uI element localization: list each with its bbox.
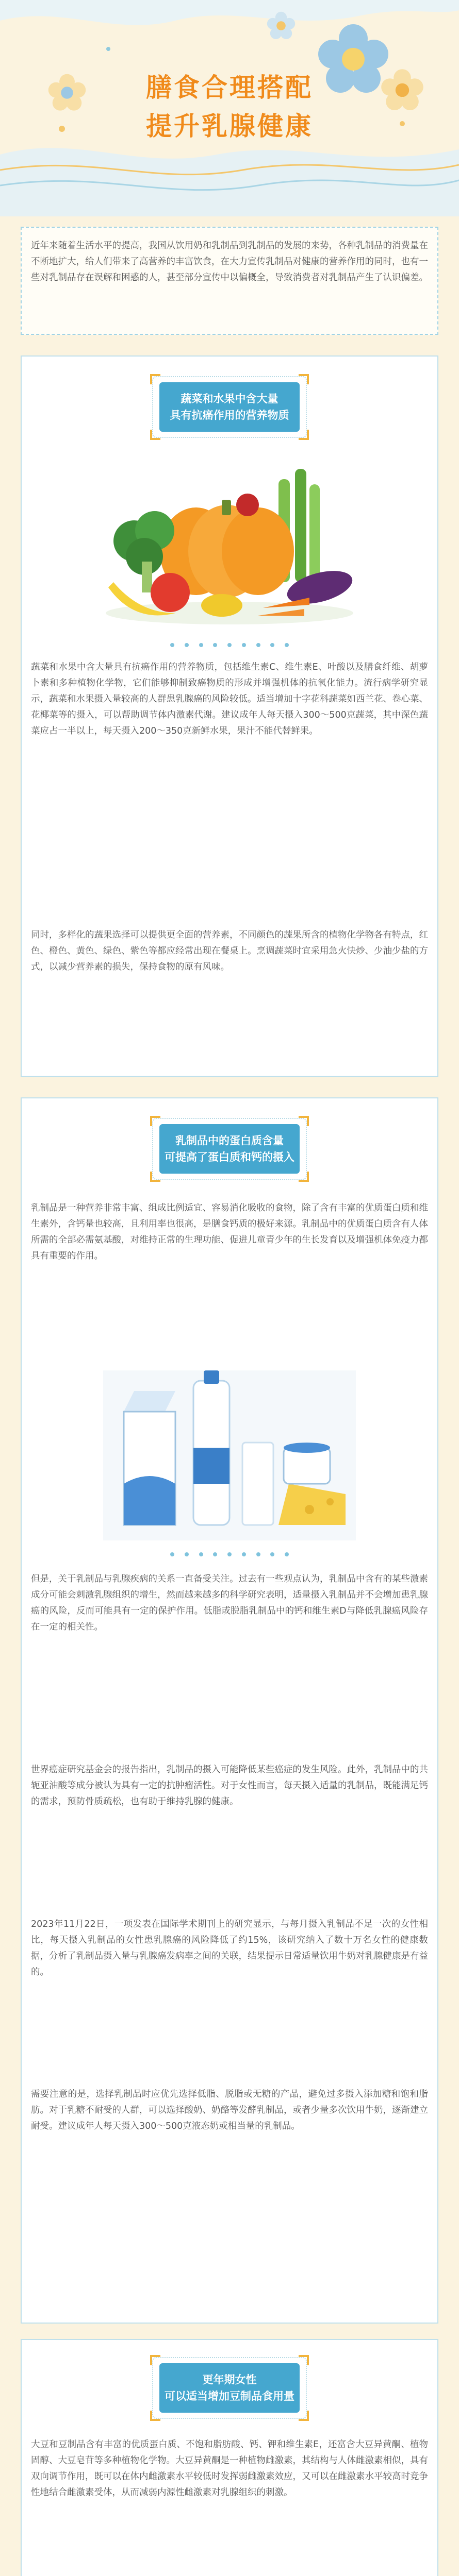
page-title: 膳食合理搭配 xyxy=(146,73,313,103)
section-heading-line1: 乳制品中的蛋白质含量 xyxy=(175,1134,284,1147)
dot-divider xyxy=(170,1551,289,1558)
section2-paragraph-2: 但是，关于乳制品与乳腺疾病的关系一直备受关注。过去有一些观点认为，乳制品中含有的某些激素成分可能会刺激乳腺组织的增生，然而越来越多的科学研究表明，适量摄入乳制品并不会增加患乳腺癌的风险，反而可能具有一定的保护作用。低脂或脱脂乳制品中的钙和维生素D与降低乳腺癌风险存在一定的相关性。 xyxy=(31,1574,428,1632)
section-heading-2 xyxy=(152,1118,307,1180)
section2-paragraph-5: 需要注意的是，选择乳制品时应优先选择低脂、脱脂或无糖的产品，避免过多摄入添加糖和饱和脂肪。对于乳糖不耐受的人群，可以选择酸奶、奶酪等发酵乳制品，或者少量多次饮用牛奶，逐渐建立耐受。建议成年人每天摄入300～500克液态奶或相当量的乳制品。 xyxy=(31,2089,428,2131)
section-heading-line2: 可提高了蛋白质和钙的摄入 xyxy=(165,1151,294,1163)
header-banner xyxy=(0,0,459,216)
page-subtitle: 提升乳腺健康 xyxy=(146,111,313,141)
section-heading-line2: 可以适当增加豆制品食用量 xyxy=(165,2390,294,2402)
section3-paragraph-1: 大豆和豆制品含有丰富的优质蛋白质、不饱和脂肪酸、钙、钾和维生素E，还富含大豆异黄酮、植物固醇、大豆皂苷等多种植物化学物。大豆异黄酮是一种植物雌激素，其结构与人体雌激素相似，具有双向调节作用，既可以在体内雌激素水平较低时发挥弱雌激素效应，又可以在雌激素水平较高时竞争性地结合雌激素受体，从而减弱内源性雌激素对乳腺组织的刺激。 xyxy=(31,2439,428,2498)
section-heading-line1: 蔬菜和水果中含大量 xyxy=(181,393,278,405)
section-heading-line1: 更年期女性 xyxy=(202,2374,257,2386)
section2-paragraph-3: 世界癌症研究基金会的报告指出，乳制品的摄入可能降低某些癌症的发生风险。此外，乳制品中的共轭亚油酸等成分被认为具有一定的抗肿瘤活性。对于女性而言，每天摄入适量的乳制品，既能满足钙的需求，预防骨质疏松，也有助于维持乳腺的健康。 xyxy=(31,1765,428,1807)
dot-divider xyxy=(170,641,289,649)
section-heading-3 xyxy=(152,2357,307,2419)
section2-paragraph-1: 乳制品是一种营养非常丰富、组成比例适宜、容易消化吸收的食物，除了含有丰富的优质蛋白质和维生素外，含钙量也较高，且利用率也很高，是膳食钙质的极好来源。乳制品中的优质蛋白质含有人体所需的全部必需氨基酸，对维持正常的生理功能、促进儿童青少年的生长发育以及增强机体免疫力都具有重要的作用。 xyxy=(31,1203,428,1261)
intro-text: 近年来随着生活水平的提高，我国从饮用奶和乳制品到乳制品的发展的来势，各种乳制品的消费量在不断地扩大，给人们带来了高营养的丰富饮食，在大力宣传乳制品对健康的营养作用的同时，也有一些对乳制品存在误解和困惑的人，甚至部分宣传中以偏概全，导致消费者对乳制品产生了认识偏差。 xyxy=(31,241,428,283)
flower-icon xyxy=(266,10,297,41)
vegetables-illustration xyxy=(93,459,366,629)
section1-paragraph-1: 蔬菜和水果中含大量具有抗癌作用的营养物质，包括维生素C、维生素E、叶酸以及膳食纤维、胡萝卜素和多种植物化学物，它们能够抑制致癌物质的形成并增强机体的抗氧化能力。流行病学研究显示，蔬菜和水果摄入量较高的人群患乳腺癌的风险较低。适当增加十字花科蔬菜如西兰花、卷心菜、花椰菜等的摄入，可以帮助调节体内激素代谢。建议成年人每天摄入300～500克蔬菜，其中深色蔬菜应占一半以上，每天摄入200～350克新鲜水果，果汁不能代替鲜果。 xyxy=(31,662,428,736)
section-heading-1 xyxy=(152,376,307,438)
header-title-line2 xyxy=(0,106,459,143)
section1-paragraph-2: 同时，多样化的蔬果选择可以提供更全面的营养素，不同颜色的蔬果所含的植物化学物各有特点，红色、橙色、黄色、绿色、紫色等都应经常出现在餐桌上。烹调蔬菜时宜采用急火快炒、少油少盐的方式，以减少营养素的损失，保持食物的原有风味。 xyxy=(31,930,428,972)
header-title-line1 xyxy=(0,67,459,104)
milk-products-illustration xyxy=(103,1370,356,1540)
section-card-2 xyxy=(21,1097,438,2324)
section-heading-line2: 具有抗癌作用的营养物质 xyxy=(170,409,289,421)
section2-paragraph-4: 2023年11月22日，一项发表在国际学术期刊上的研究显示，与每月摄入乳制品不足一次的女性相比，每天摄入乳制品的女性患乳腺癌的风险降低了约15%，该研究纳入了数十万名女性的健康数据，分析了乳制品摄入量与乳腺癌发病率之间的关联，结果提示日常适量饮用牛奶对乳腺健康是有益的。 xyxy=(31,1919,428,1977)
